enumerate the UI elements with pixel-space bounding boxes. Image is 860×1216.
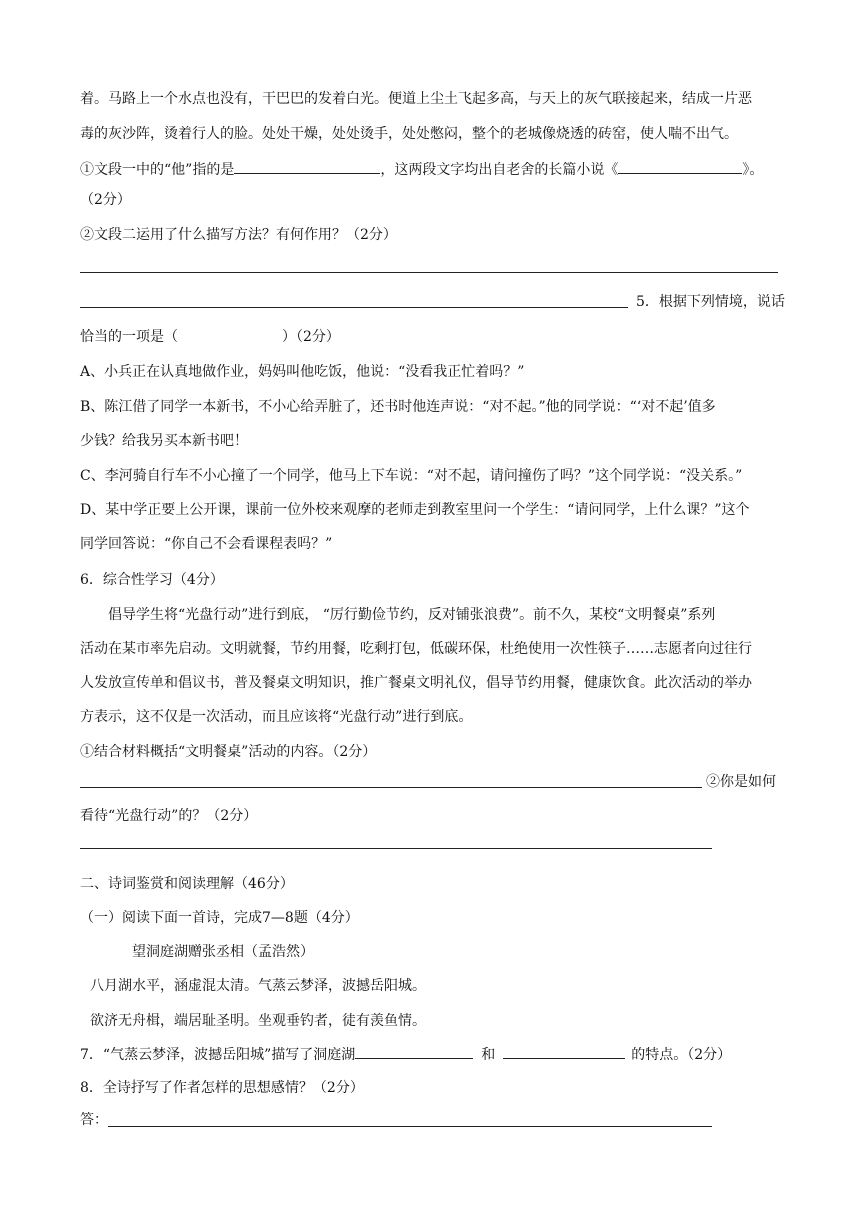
- answer-blank[interactable]: [234, 159, 380, 174]
- q6-para-line-2: 活动在某市率先启动。文明就餐，节约用餐，吃剩打包，低碳环保，杜绝使用一次性筷子……志愿者向过往行: [80, 641, 752, 657]
- q5-stem: [80, 327, 340, 347]
- q6-para-line-3: 人发放宣传单和倡议书，普及餐桌文明知识，推广餐桌文明礼仪，倡导节约用餐，健康饮食。此次活动的举办: [80, 675, 752, 691]
- passage-line-1: 着。马路上一个水点也没有，干巴巴的发着白光。便道上尘土飞起多高，与天上的灰气联接起来，结成一片恶: [80, 91, 752, 107]
- answer-line[interactable]: [80, 848, 712, 849]
- q4-sub1-text-b: ，这两段文字均出自老舍的长篇小说《: [380, 162, 619, 178]
- q4-sub2: ②文段二运用了什么描写方法？有何作用？（2分）: [80, 227, 397, 243]
- q4-sub1-text-c: 》。: [742, 162, 764, 178]
- answer-label: 答：: [80, 1112, 108, 1128]
- q5-option-b-line1: B、陈江借了同学一本新书，不小心给弄脏了，还书时他连声说：“对不起。”他的同学说：“‘对不起’值多: [80, 399, 716, 415]
- answer-line[interactable]: [108, 1126, 712, 1127]
- q6-sub2-tail: 看待“光盘行动”的？（2分）: [80, 808, 258, 824]
- q6-para-line-4: 方表示，这不仅是一次活动，而且应该将“光盘行动”进行到底。: [80, 709, 473, 725]
- q6-para-line-1: 倡导学生将“光盘行动”进行到底， “厉行勤俭节约，反对铺张浪费”。前不久，某校“文明餐桌”系列: [108, 607, 716, 623]
- q6-title: 6．综合性学习（4分）: [80, 572, 224, 588]
- q6-sub1: ①结合材料概括“文明餐桌”活动的内容。（2分）: [80, 744, 377, 760]
- q5-option-d-line1: D、某中学正要上公开课，课前一位外校来观摩的老师走到教室里问一个学生：“请问同学，上什么课？”这个: [80, 502, 750, 518]
- answer-blank[interactable]: [503, 1044, 625, 1059]
- q5-option-d-line2: 同学回答说：“你自己不会看课程表吗？”: [80, 536, 333, 552]
- passage-line-2: 毒的灰沙阵，烫着行人的脸。处处干燥，处处烫手，处处憋闷，整个的老城像烧透的砖窑，使人喘不出气。: [80, 126, 738, 142]
- q5-stem-text: 恰当的一项是（: [80, 329, 178, 345]
- answer-blank[interactable]: [618, 159, 742, 174]
- section2-part1: （一）阅读下面一首诗，完成7—8题（4分）: [80, 910, 359, 926]
- q4-sub1-score: （2分）: [80, 192, 131, 208]
- q5-option-a: A、小兵正在认真地做作业，妈妈叫他吃饭，他说：“没看我正忙着吗？”: [80, 364, 525, 380]
- q7-text-b: 和: [481, 1047, 496, 1063]
- q8: 8．全诗抒写了作者怎样的思想感情？（2分）: [80, 1080, 364, 1096]
- poem-line-1: 八月湖水平，涵虚混太清。气蒸云梦泽，波撼岳阳城。: [90, 978, 426, 994]
- q5-option-b-line2: 少钱？给我另买本新书吧！: [80, 433, 248, 449]
- q5-option-c: C、李河骑自行车不小心撞了一个同学，他马上下车说：“对不起，请问撞伤了吗？”这个同学说：“没关系。”: [80, 468, 743, 484]
- answer-line[interactable]: [80, 272, 778, 273]
- q5-heading: 5．根据下列情境，说话: [636, 294, 785, 310]
- q5-stem-close: ）（2分）: [282, 329, 340, 345]
- q4-sub1: [80, 159, 763, 180]
- q6-sub2-head: ②你是如何: [706, 774, 776, 790]
- q7-text-c: 的特点。（2分）: [631, 1047, 732, 1063]
- section2-title: 二、诗词鉴赏和阅读理解（46分）: [80, 876, 294, 892]
- poem-title: 望洞庭湖赠张丞相（孟浩然）: [132, 944, 314, 960]
- answer-line[interactable]: [80, 307, 628, 308]
- poem-line-2: 欲济无舟楫，端居耻圣明。坐观垂钓者，徒有羡鱼情。: [90, 1013, 426, 1029]
- q7-text-a: 7．“气蒸云梦泽，波撼岳阳城”描写了洞庭湖: [80, 1047, 356, 1063]
- q4-sub1-text-a: ①文段一中的“他”指的是: [80, 162, 235, 178]
- answer-blank[interactable]: [355, 1044, 473, 1059]
- answer-line[interactable]: [80, 787, 702, 788]
- q7: [80, 1044, 731, 1065]
